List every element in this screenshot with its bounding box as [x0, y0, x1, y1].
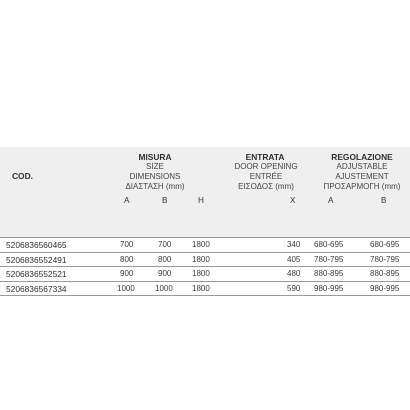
- table-row: [0, 267, 410, 282]
- entrata-line3: ΕΙΣΟΔΟΣ (mm): [238, 182, 294, 191]
- size-b: 800: [158, 254, 172, 264]
- regolazione-line1: ADJUSTABLE: [336, 162, 388, 171]
- adjust-b: 980-995: [370, 283, 400, 293]
- size-a: 800: [120, 254, 134, 264]
- size-h: 1800: [192, 240, 210, 249]
- product-code: 5206836552491: [6, 254, 67, 265]
- regolazione-title: REGOLAZIONE: [331, 152, 393, 162]
- opening-x: 340: [287, 240, 301, 249]
- misura-title: MISURA: [138, 152, 172, 162]
- product-code: 5206836560465: [6, 240, 67, 250]
- regolazione-line3: ΠΡΟΣΑΡΜΟΓΗ (mm): [323, 182, 401, 191]
- adjust-b: 680-695: [370, 240, 400, 249]
- spec-table: [0, 147, 410, 296]
- entrata-line1: DOOR OPENING: [234, 162, 298, 171]
- entrata-line2: ENTRÉE: [249, 172, 283, 181]
- col-size-b: B: [162, 196, 168, 205]
- adjust-a: 780-795: [314, 254, 344, 264]
- opening-x: 480: [287, 269, 301, 278]
- product-code: 5206836552521: [6, 269, 67, 279]
- col-adjust-a: A: [328, 196, 334, 205]
- adjust-a: 680-695: [314, 240, 344, 249]
- product-code: 5206836567334: [6, 283, 67, 294]
- size-h: 1800: [192, 254, 210, 264]
- size-h: 1800: [192, 269, 210, 278]
- col-size-h: H: [198, 196, 204, 205]
- entrata-title: ENTRATA: [245, 152, 285, 162]
- code-header: COD.: [12, 171, 33, 181]
- opening-x: 405: [287, 254, 301, 264]
- size-a: 1000: [117, 283, 135, 293]
- size-a: 700: [120, 240, 134, 249]
- size-h: 1800: [192, 283, 210, 293]
- size-a: 900: [120, 269, 134, 278]
- col-adjust-b: B: [381, 196, 387, 205]
- col-opening-x: X: [290, 196, 296, 205]
- opening-x: 590: [287, 283, 301, 293]
- adjust-b: 880-895: [370, 269, 400, 278]
- table-row: [0, 282, 410, 297]
- misura-line3: ΔΙΑΣΤΑΣΗ (mm): [125, 182, 185, 191]
- col-size-a: A: [124, 196, 130, 205]
- regolazione-line2: AJUSTEMENT: [335, 172, 389, 181]
- table-header: [0, 147, 410, 238]
- adjust-b: 780-795: [370, 254, 400, 264]
- size-b: 700: [158, 240, 172, 249]
- size-b: 1000: [155, 283, 173, 293]
- table-row: [0, 238, 410, 253]
- table-row: [0, 253, 410, 268]
- size-b: 900: [158, 269, 172, 278]
- adjust-a: 880-895: [314, 269, 344, 278]
- misura-line2: DIMENSIONS: [129, 172, 181, 181]
- adjust-a: 980-995: [314, 283, 344, 293]
- misura-line1: SIZE: [146, 162, 164, 171]
